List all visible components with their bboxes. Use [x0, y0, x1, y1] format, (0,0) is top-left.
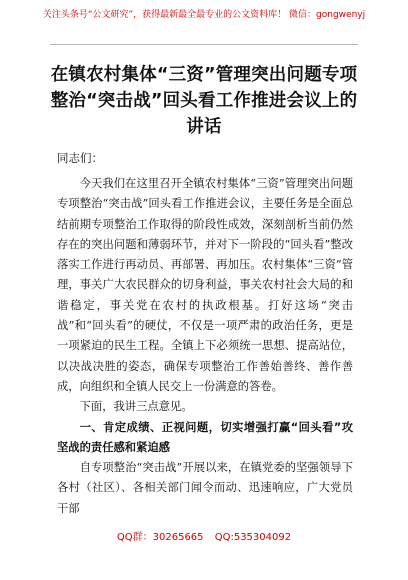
- header-divider: [50, 44, 358, 45]
- footer-qq-group: QQ群：30265665: [116, 532, 204, 543]
- header-banner: [0, 0, 408, 30]
- paragraph-intro: 今天我们在这里召开全镇农村集体“三资”管理突出问题专项整治“突击战”回头看工作推进会议，主要任务是全面总结前期专项整治工作取得的阶段性成效，深刻剖析当前仍然存在的突出问题和薄弱环节，并对下一阶段的“回头看”整改落实工作进行再动员、再部署、再加压。农村集体“三资”管理，事关广大农民群众的切身利益，事关农村社会大局的和谐稳定，事关党在农村的执政根基。打好这场“突击战”和“回头看”的硬仗，不仅是一项严肃的政治任务，更是一项紧迫的民生工程。全镇上下必须统一思想、提高站位，以决战决胜的姿态，确保专项整治工作善始善终、善作善成，向组织和全镇人民交上一份满意的答卷。: [57, 177, 353, 393]
- header-note: 关注头条号“公文研究”，获得最新最全最专业的公文资料库！ 微信：gongwenyj: [42, 10, 366, 20]
- salutation: 同志们：: [57, 151, 103, 165]
- document-body: [57, 174, 353, 519]
- paragraph-section: 自专项整治“突击战”开展以来，在镇党委的坚强领导下各村（社区）、各相关部门闻令而动、迅速响应，广大党员干部: [57, 461, 353, 515]
- document-title: 在镇农村集体“三资”管理突出问题专项整治“突击战”回头看工作推进会议上的讲话: [50, 65, 358, 137]
- section-heading: 一、肯定成绩、正视问题，切实增强打赢“回头看”攻坚战的责任感和紧迫感: [57, 420, 353, 454]
- paragraph-transition: 下面，我讲三点意见。: [79, 400, 193, 414]
- footer-contact: [0, 528, 408, 543]
- footer-qq: QQ:535304092: [214, 532, 292, 543]
